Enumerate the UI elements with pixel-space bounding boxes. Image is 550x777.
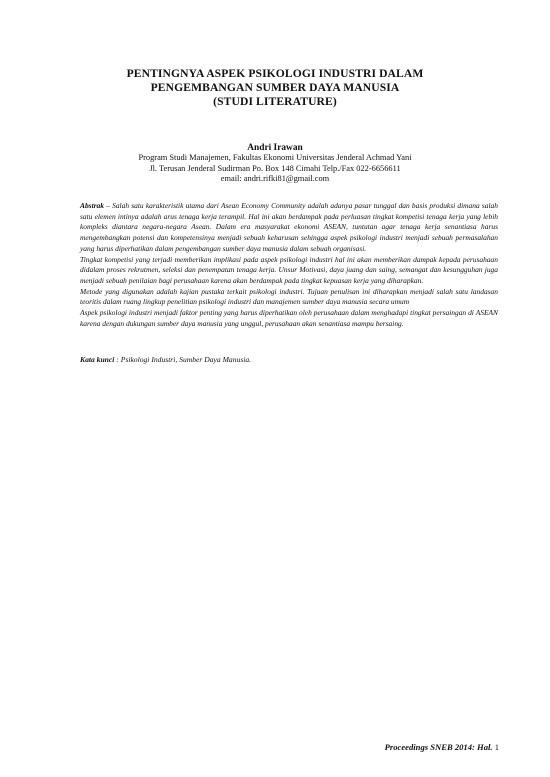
keywords-separator: : (114, 355, 121, 364)
page-number: 1 (492, 742, 499, 752)
abstract-paragraph-2: Tingkat kompetisi yang terjadi memberikan implikasi pada aspek psikologi industri hal ini akan memberikan dampak kepada perusahaan didalam proses rekrutmen, seleksi dan penempatan tenaga kerja. Unsur Motivasi, daya juang dan saing, semangat dan kesungguhan juga menjadi sebuah penilaian bagi perusahaan karena akan berdampak pada tingkat kepuasan kerja yang diharapkan. (80, 254, 498, 285)
author-affiliation (60, 153, 490, 185)
keywords-label: Kata kunci (80, 355, 115, 364)
footer-label: Proceedings SNEB 2014: Hal. (384, 742, 493, 752)
abstract-paragraph-3: Metode yang digunakan adalah kajian pustaka terkait psikologi industri. Tujuan penulisan ini diharapkan menjadi salah satu landasan teoritis dalam ruang lingkup penelitian psikologi industri dan manajemen sumber daya manusia secara umum (80, 286, 498, 307)
keywords-text: Psikologi Industri, Sumber Daya Manusia. (120, 355, 252, 364)
title-line-3: (STUDI LITERATURE) (213, 95, 337, 108)
abstract (80, 201, 498, 329)
abstract-paragraph-1-text: Salah satu karakteristik utama dari Asean Economy Community adalah adanya pasar tunggal dan basis produksi dimana salah satu elemen intinya adalah arus tenaga kerja terampil. Hal ini akan berdampak pada perluasan tingkat kompetisi tenaga kerja yang lebih kompleks diantara negara-negara Asean. Dalam era masyarakat ekonomi ASEAN, tuntutan agar tenaga kerja senantiasa harus mengembangkan potensi dan kompetensinya menjadi sebuah keharusan sehingga aspek psikologi industri menjadi sebuah permasalahan yang harus diperhatikan dalam pengembangan sumber daya manusia dalam sebuah organisasi. (80, 201, 498, 253)
title-line-2: PENGEMBANGAN SUMBER DAYA MANUSIA (150, 81, 400, 94)
abstract-dash: – (103, 201, 113, 210)
author-name: Andri Irawan (247, 143, 303, 153)
affiliation-line-2: Jl. Terusan Jenderal Sudirman Po. Box 148 Cimahi Telp./Fax 022-6656611 (149, 163, 401, 173)
paper-title (60, 67, 490, 109)
affiliation-line-1: Program Studi Manajemen, Fakultas Ekonomi Universitas Jenderal Achmad Yani (138, 153, 412, 162)
page-footer (385, 742, 499, 753)
title-line-1: PENTINGNYA ASPEK PSIKOLOGI INDUSTRI DALAM (126, 67, 424, 80)
abstract-label: Abstrak (80, 201, 104, 210)
keywords (80, 355, 498, 366)
author-email: email: andri.rifki81@gmail.com (220, 174, 330, 184)
abstract-paragraph-1 (80, 201, 498, 255)
abstract-paragraph-4: Aspek psikologi industri menjadi faktor penting yang harus diperhatikan oleh perusahaan dalam menghadapi tingkat persaingan di ASEAN karena dengan dukungan sumber daya manusia yang unggul, perusahaan akan senantiasa mampu bersaing. (80, 308, 498, 328)
